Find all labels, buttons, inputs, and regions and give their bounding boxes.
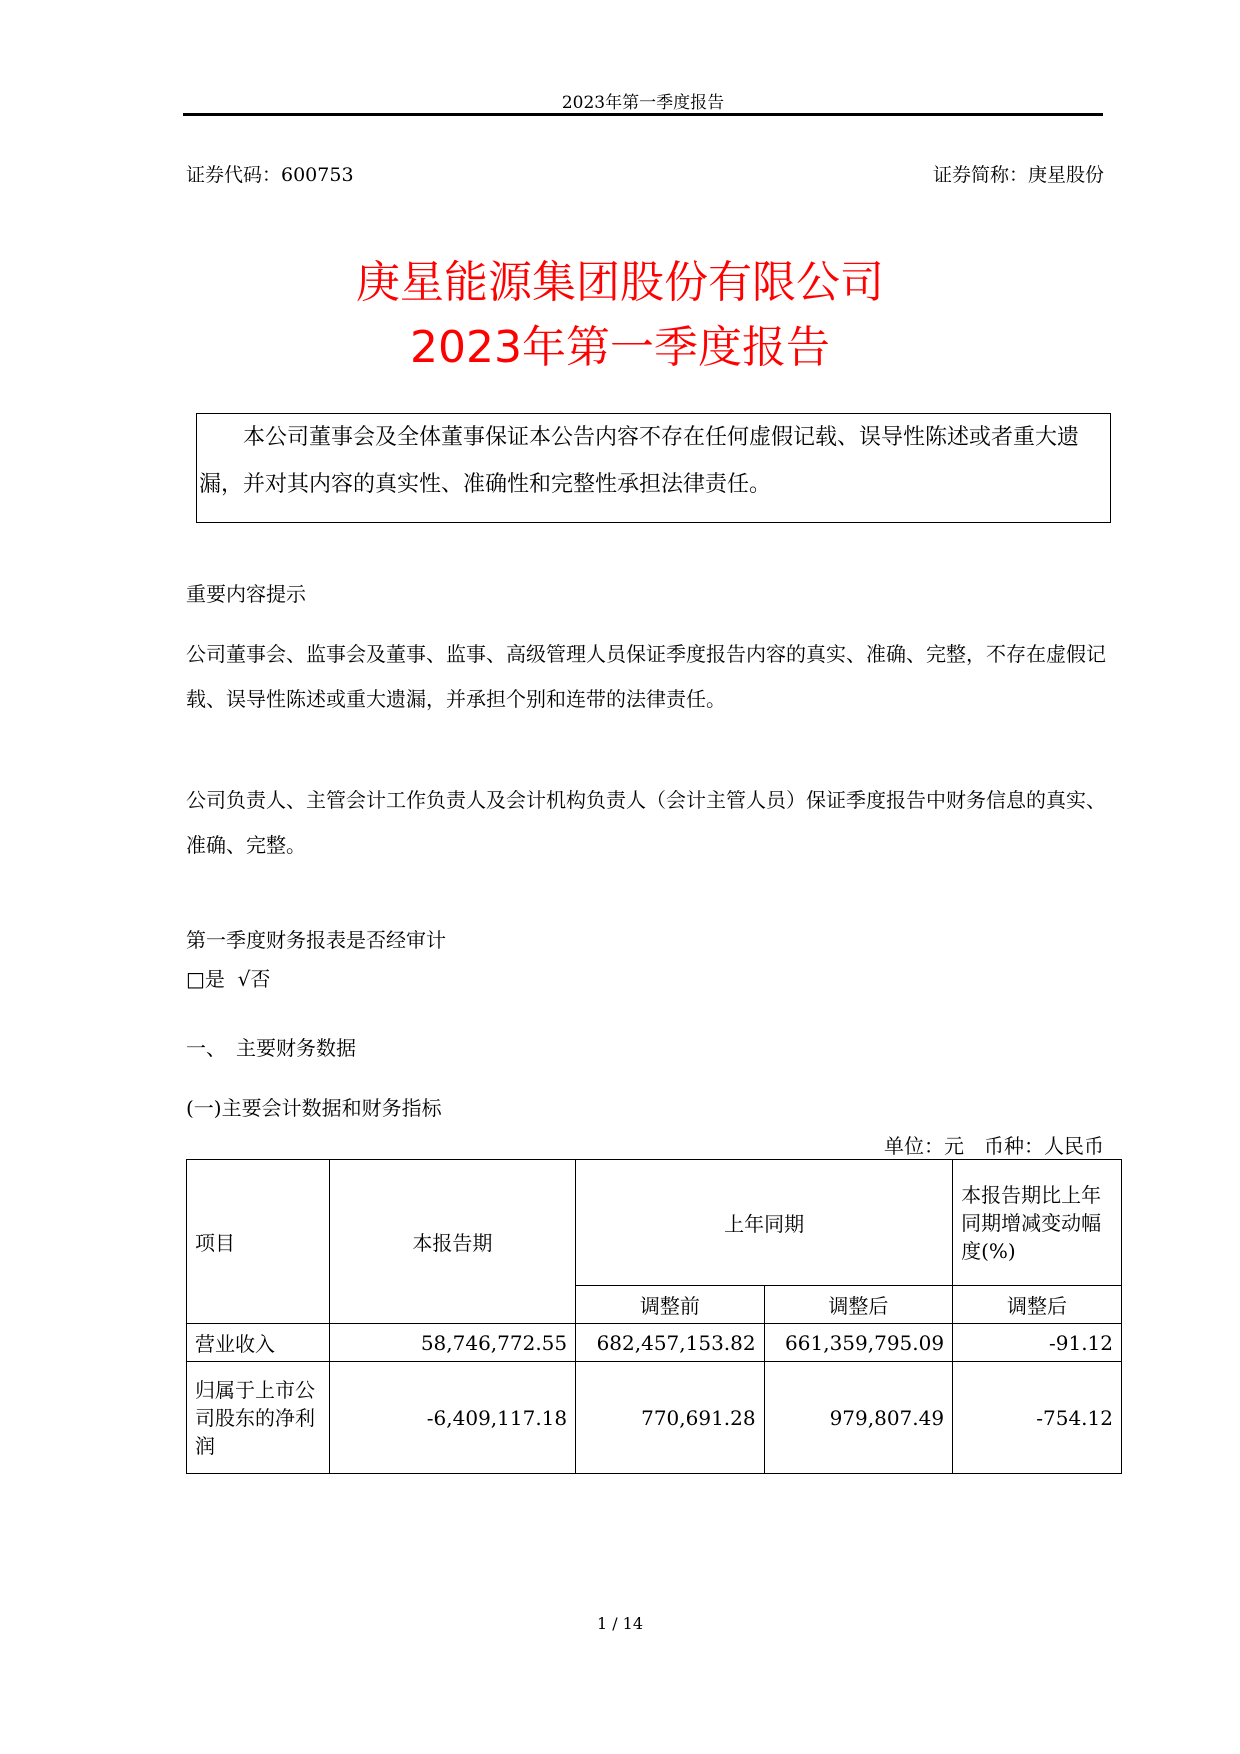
row-before: 770,691.28: [576, 1362, 764, 1474]
security-code: 证券代码：600753: [186, 164, 354, 186]
report-title: 2023年第一季度报告: [410, 322, 830, 373]
row-item: 归属于上市公司股东的净利润: [187, 1362, 330, 1474]
header-prior-period: 上年同期: [576, 1160, 953, 1286]
header-after-adjust: 调整后: [764, 1286, 952, 1324]
important-heading: 重要内容提示: [186, 582, 306, 606]
row-change: -754.12: [953, 1362, 1122, 1474]
header-current-period: 本报告期: [329, 1160, 576, 1324]
row-current: -6,409,117.18: [329, 1362, 576, 1474]
section-heading: 一、 主要财务数据: [186, 1036, 356, 1060]
header-item: 项目: [187, 1160, 330, 1324]
running-header: 2023年第一季度报告: [561, 93, 725, 113]
audit-answer: □是 √否: [186, 967, 271, 991]
subsection-heading: (一)主要会计数据和财务指标: [186, 1096, 442, 1120]
row-after: 979,807.49: [764, 1362, 952, 1474]
header-before-adjust: 调整前: [576, 1286, 764, 1324]
important-paragraph-2: 公司负责人、主管会计工作负责人及会计机构负责人（会计主管人员）保证季度报告中财务信息的真实、准确、完整。: [186, 788, 1106, 857]
row-item: 营业收入: [187, 1324, 330, 1362]
page-number: 1 / 14: [596, 1614, 644, 1633]
row-current: 58,746,772.55: [329, 1324, 576, 1362]
audit-question: 第一季度财务报表是否经审计: [186, 928, 446, 952]
security-abbreviation: 证券简称：庚星股份: [932, 164, 1104, 186]
board-notice-box: 本公司董事会及全体董事保证本公告内容不存在任何虚假记载、误导性陈述或者重大遗漏，并对其内容的真实性、准确性和完整性承担法律责任。: [196, 413, 1111, 523]
header-divider: [183, 113, 1103, 116]
table-row: [187, 1362, 1122, 1474]
table-row: [187, 1324, 1122, 1362]
company-name-title: 庚星能源集团股份有限公司: [356, 257, 884, 308]
row-before: 682,457,153.82: [576, 1324, 764, 1362]
financial-data-table: [186, 1159, 1122, 1474]
row-change: -91.12: [953, 1324, 1122, 1362]
row-after: 661,359,795.09: [764, 1324, 952, 1362]
header-change-after-adjust: 调整后: [953, 1286, 1122, 1324]
unit-note: 单位：元 币种：人民币: [884, 1134, 1104, 1158]
header-change-pct: 本报告期比上年同期增减变动幅度(%): [953, 1160, 1122, 1286]
important-paragraph-1: 公司董事会、监事会及董事、监事、高级管理人员保证季度报告内容的真实、准确、完整，不存在虚假记载、误导性陈述或重大遗漏，并承担个别和连带的法律责任。: [186, 642, 1106, 711]
